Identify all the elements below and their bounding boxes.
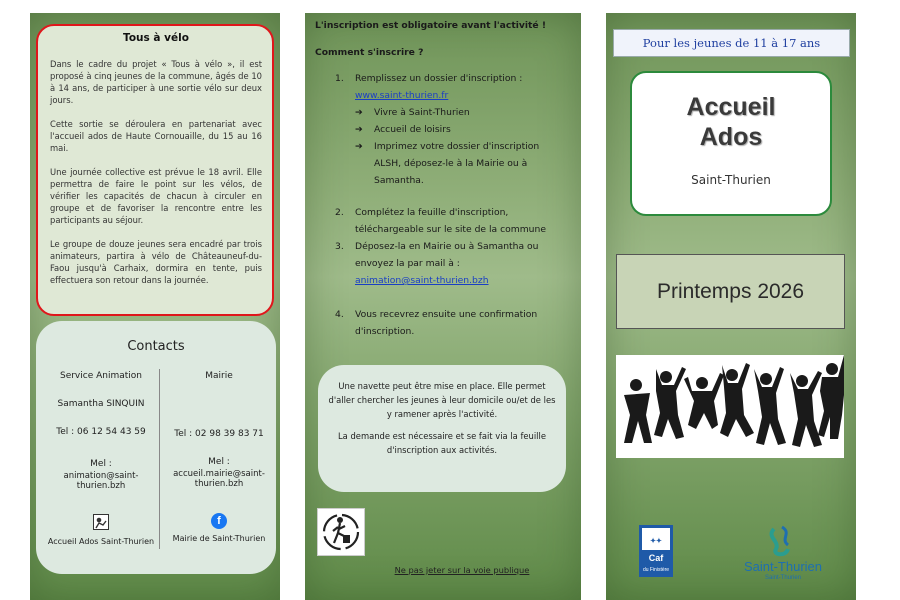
season-banner: Printemps 2026 — [616, 254, 845, 329]
step-4-line-1: Vous recevrez ensuite une confirmation — [355, 309, 538, 320]
arrow-icon: ➔ — [355, 107, 363, 118]
jumping-people-image — [616, 355, 844, 458]
svg-text:Saint-Thurien: Saint-Thurien — [743, 559, 823, 574]
contact-right-caption: Mairie de Saint-Thurien — [172, 534, 266, 543]
velo-title: Tous à vélo — [123, 32, 189, 44]
step-1-arrow-3b: ALSH, déposez-le à la Mairie ou à — [374, 158, 528, 169]
step-2-line-1: Complétez la feuille d'inscription, — [355, 207, 509, 218]
step-4-number: 4. — [335, 309, 344, 320]
contact-right-tel: Tel : 02 98 39 83 71 — [174, 429, 264, 439]
caf-logo — [639, 525, 673, 577]
contact-right-email[interactable]: accueil.mairie@saint-thurien.bzh — [173, 469, 265, 489]
velo-paragraph-2: Cette sortie se déroulera en partenariat avec l'accueil ados de Haute Cornouaille, du 15 au 16 mai. — [50, 119, 262, 153]
step-3-line-1: Déposez-la en Mairie ou à Samantha ou — [355, 241, 539, 252]
velo-paragraph-4: Le groupe de douze jeunes sera encadré par trois animateurs, partira à vélo de Châteauneuf-du-Faou jusqu'à Carhaix, dormira en tente, puis effectuera son retour dans la journée. — [50, 239, 262, 285]
arrow-icon: ➔ — [355, 124, 363, 135]
step-2-number: 2. — [335, 207, 344, 218]
step-3-line-2: envoyez la par mail à : — [355, 258, 460, 269]
contact-left-tel: Tel : 06 12 54 43 59 — [56, 427, 146, 437]
title-accueil: Accueil — [686, 93, 776, 121]
middle-panel — [305, 13, 581, 600]
contact-left-person: Samantha SINQUIN — [57, 399, 145, 409]
inscription-heading: L'inscription est obligatoire avant l'activité ! — [315, 20, 547, 31]
step-1-arrow-3a: Imprimez votre dossier d'inscription — [374, 141, 540, 152]
contacts-box — [36, 321, 276, 574]
step-4-line-2: d'inscription. — [355, 326, 415, 337]
svg-text:Saint-Thurien: Saint-Thurien — [764, 575, 802, 581]
step-1-arrow-3c: Samantha. — [374, 175, 424, 186]
contact-left-mel-label: Mel : — [90, 459, 112, 469]
step-3-number: 3. — [335, 241, 344, 252]
right-panel — [606, 13, 856, 600]
step-1-text: Remplissez un dossier d'inscription : — [355, 73, 523, 84]
contacts-title: Contacts — [127, 339, 185, 354]
navette-box — [318, 365, 566, 492]
contact-left-caption: Accueil Ados Saint-Thurien — [47, 537, 155, 546]
title-town: Saint-Thurien — [691, 173, 771, 187]
step-1-arrow-1: Vivre à Saint-Thurien — [374, 107, 470, 118]
navette-paragraph-1: Une navette peut être mise en place. Elle permet d'aller chercher les jeunes à leur domicile ou/et de les y ramener après l'activité. — [328, 381, 556, 419]
accueil-ados-title-box — [630, 71, 832, 216]
velo-paragraph-1: Dans le cadre du projet « Tous à vélo », il est proposé à cinq jeunes de la commune, âgés de 10 à 14 ans, de participer à une sortie vélo sur deux jours. — [50, 59, 262, 105]
comment-sinscrire-heading: Comment s'inscrire ? — [315, 47, 424, 58]
tous-a-velo-box — [36, 24, 274, 316]
arrow-icon: ➔ — [355, 141, 363, 152]
contact-right-mel-label: Mel : — [208, 457, 230, 467]
website-link[interactable]: www.saint-thurien.fr — [355, 90, 449, 101]
age-range-banner: Pour les jeunes de 11 à 17 ans — [613, 29, 850, 57]
facebook-icon[interactable]: f — [211, 513, 227, 529]
step-2-line-2: téléchargeable sur le site de la commune — [355, 224, 546, 235]
step-1-number: 1. — [335, 73, 344, 84]
left-panel — [30, 13, 280, 600]
recycle-icon — [317, 508, 365, 556]
contact-right-name: Mairie — [205, 371, 233, 381]
navette-paragraph-2: La demande est nécessaire et se fait via la feuille d'inscription aux activités. — [338, 431, 546, 455]
contact-left-name: Service Animation — [59, 371, 142, 381]
svg-text:du Finistère: du Finistère — [642, 567, 670, 573]
svg-text:Caf: Caf — [648, 553, 664, 563]
step-1-arrow-2: Accueil de loisirs — [374, 124, 451, 135]
email-link[interactable]: animation@saint-thurien.bzh — [355, 275, 489, 286]
accueil-ados-icon — [93, 514, 109, 530]
contact-left-email[interactable]: animation@saint-thurien.bzh — [63, 471, 139, 491]
ne-pas-jeter-text: Ne pas jeter sur la voie publique — [394, 565, 530, 575]
title-ados: Ados — [699, 123, 763, 151]
saint-thurien-logo — [736, 523, 831, 581]
svg-text:✦✦: ✦✦ — [650, 538, 662, 545]
velo-paragraph-3: Une journée collective est prévue le 18 avril. Elle permettra de faire le point sur les vélos, de vérifier les capacités de chacun à circuler en groupe et de favoriser la rencontre entre les participants au séjour. — [50, 167, 262, 225]
